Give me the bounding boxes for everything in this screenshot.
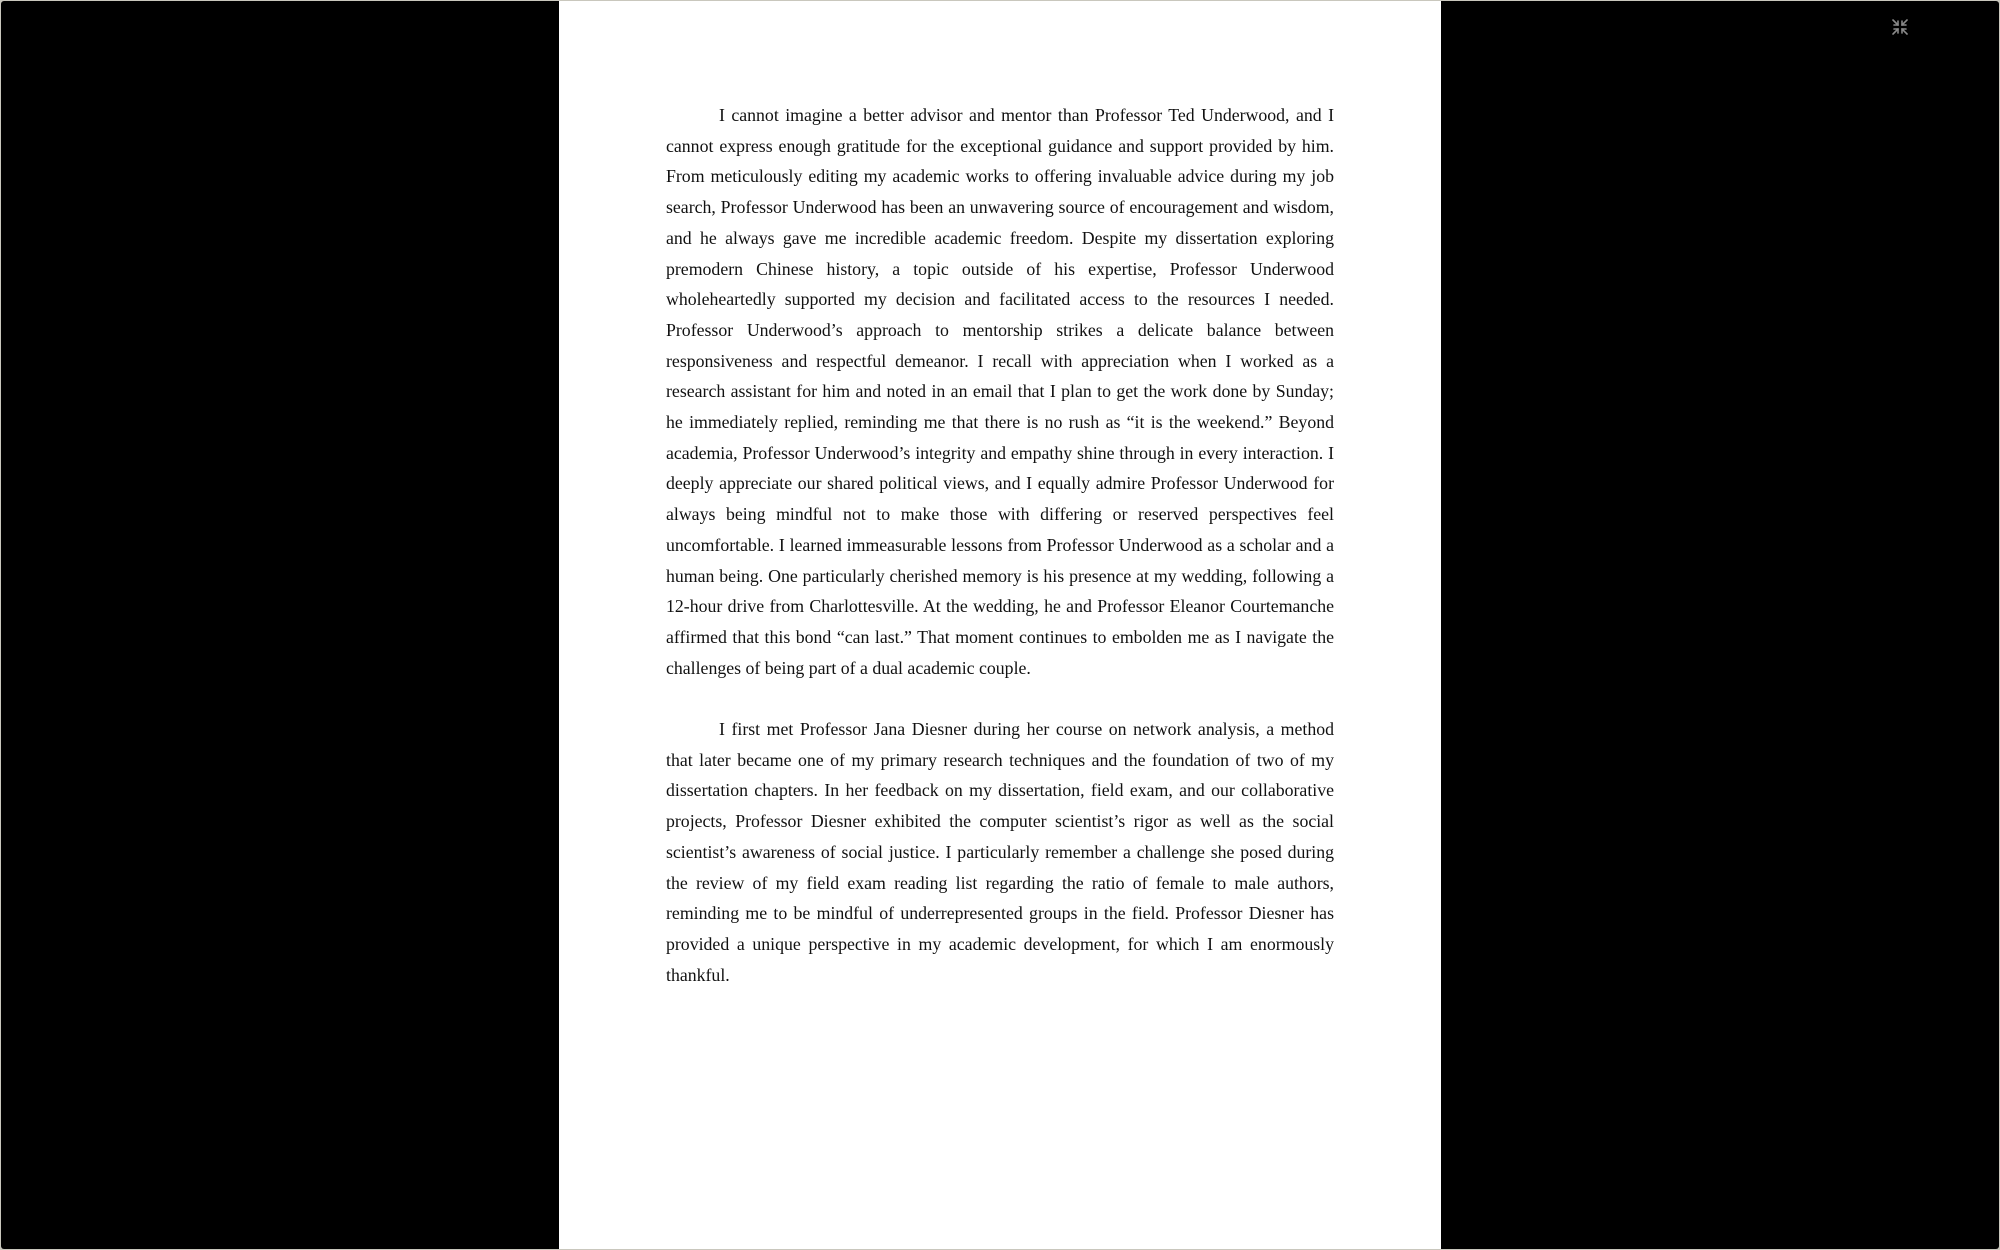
- fullscreen-viewer: [1, 1, 1999, 1249]
- exit-fullscreen-icon: [1891, 18, 1909, 36]
- exit-fullscreen-button[interactable]: [1888, 15, 1912, 39]
- page-text: [666, 100, 1334, 990]
- document-page[interactable]: [559, 1, 1441, 1249]
- paragraph-diesner: I first met Professor Jana Diesner during her course on network analysis, a method that later became one of my primary research techniques and the foundation of two of my dissertation chapters. In her feedback on my dissertation, field exam, and our collaborative projects, Professor Diesner exhibited the computer scientist’s rigor as well as the social scientist’s awareness of social justice. I particularly remember a challenge she posed during the review of my field exam reading list regarding the ratio of female to male authors, reminding me to be mindful of underrepresented groups in the field. Professor Diesner has provided a unique perspective in my academic development, for which I am enormously thankful.: [666, 719, 1334, 985]
- paragraph-underwood: I cannot imagine a better advisor and mentor than Professor Ted Underwood, and I cannot express enough gratitude for the exceptional guidance and support provided by him. From meticulously editing my academic works to offering invaluable advice during my job search, Professor Underwood has been an unwavering source of encouragement and wisdom, and he always gave me incredible academic freedom. Despite my dissertation exploring premodern Chinese history, a topic outside of his expertise, Professor Underwood wholeheartedly supported my decision and facilitated access to the resources I needed. Professor Underwood’s approach to mentorship strikes a delicate balance between responsiveness and respectful demeanor. I recall with appreciation when I worked as a research assistant for him and noted in an email that I plan to get the work done by Sunday; he immediately replied, reminding me that there is no rush as “it is the weekend.” Beyond academia, Professor Underwood’s integrity and empathy shine through in every interaction. I deeply appreciate our shared political views, and I equally admire Professor Underwood for always being mindful not to make those with differing or reserved perspectives feel uncomfortable. I learned immeasurable lessons from Professor Underwood as a scholar and a human being. One particularly cherished memory is his presence at my wedding, following a 12-hour drive from Charlottesville. At the wedding, he and Professor Eleanor Courtemanche affirmed that this bond “can last.” That moment continues to embolden me as I navigate the challenges of being part of a dual academic couple.: [666, 105, 1334, 678]
